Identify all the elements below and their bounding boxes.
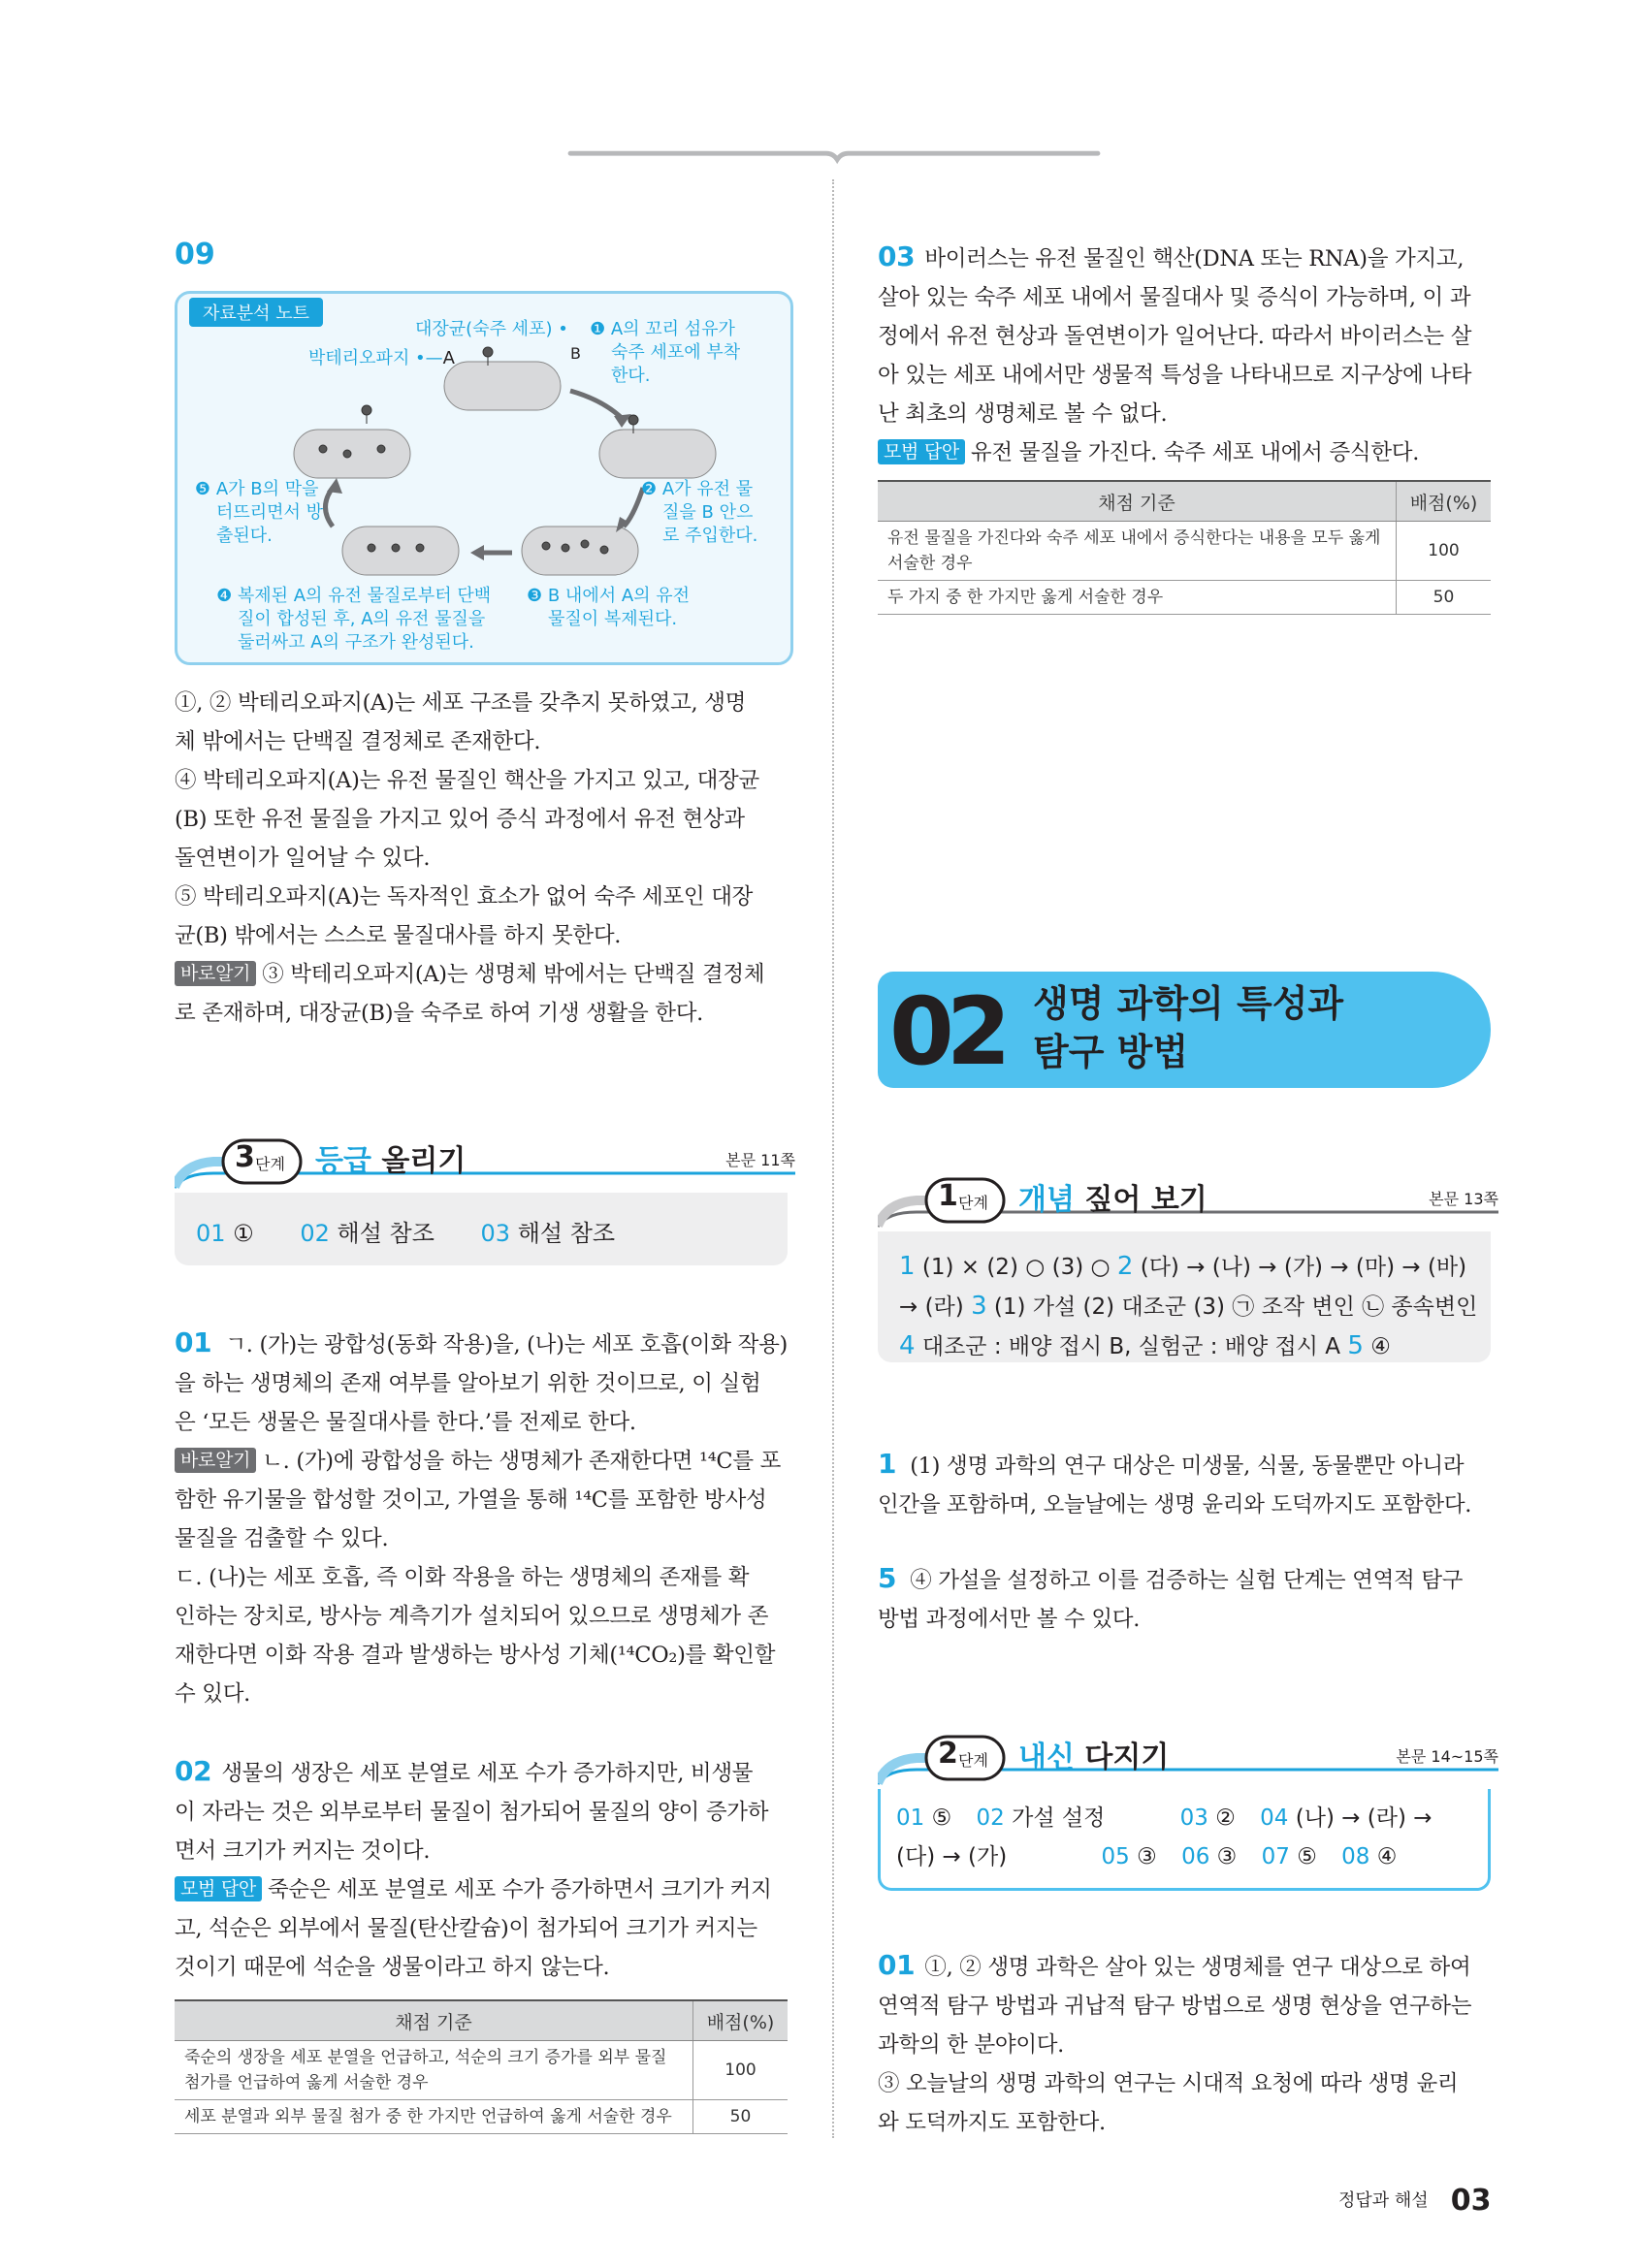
- step3-caption: ❸ B 내에서 A의 유전 물질이 복제된다.: [527, 586, 691, 629]
- phage-label: 박테리오파지 •—A: [308, 348, 455, 368]
- q02-scoring-table: [175, 1999, 788, 2134]
- score-header: 배점(%): [1397, 481, 1492, 522]
- question-number: 02: [175, 1755, 212, 1787]
- explanation-1: 1 (1) 생명 과학의 연구 대상은 미생물, 식물, 동물뿐만 아니라 인간을 포함하며, 오늘날에는 생명 윤리와 도덕까지도 포함한다.: [878, 1448, 1472, 1517]
- step1-badge-unit: 단계: [958, 1194, 988, 1212]
- step5-caption: ❺ A가 B의 막을 터뜨리면서 방 출된다.: [195, 479, 324, 546]
- step3-header: [175, 1134, 795, 1193]
- answer-03: 03 해설 참조: [480, 1220, 616, 1247]
- step2-page-ref: 본문 14~15쪽: [1396, 1747, 1498, 1766]
- step3-title: 등급 올리기: [315, 1144, 467, 1178]
- step1-answers: [878, 1231, 1491, 1362]
- table-row: 유전 물질을 가진다와 숙주 세포 내에서 증식한다는 내용을 모두 옳게 서술한 경우 100: [878, 522, 1491, 581]
- answer-line-1: 1 (1) × (2) ○ (3) ○ 2 (다) → (나) → (가) → (마) → (바): [899, 1252, 1467, 1281]
- question-number: 01: [878, 1949, 916, 1981]
- correction-tag: 바로알기: [175, 961, 256, 986]
- answer-02: 02 해설 참조: [300, 1220, 435, 1247]
- answer-line-3: 4 대조군 : 배양 접시 B, 실험군 : 배양 접시 A 5 ④: [899, 1331, 1391, 1360]
- answer-row-1: 01 ⑤ 02 가설 설정 03 ② 04 (나) → (라) →: [896, 1805, 1433, 1831]
- column-divider: [832, 179, 834, 2138]
- criteria-header: 채점 기준: [175, 2000, 693, 2041]
- table-row: 두 가지 중 한 가지만 옳게 서술한 경우 50: [878, 581, 1491, 615]
- question-number: 09: [175, 238, 215, 272]
- question-number: 1: [878, 1448, 897, 1480]
- step1-page-ref: 본문 13쪽: [1429, 1190, 1498, 1208]
- model-answer-tag: 모범 답안: [878, 439, 965, 464]
- criteria-header: 채점 기준: [878, 481, 1397, 522]
- analysis-note-label: 자료분석 노트: [189, 298, 323, 327]
- analysis-note-box: [175, 291, 793, 665]
- q09-explanation: ①, ② 박테리오파지(A)는 세포 구조를 갖추지 못하였고, 생명 체 밖에서는 단백질 결정체로 존재한다. ④ 박테리오파지(A)는 유전 물질인 핵산을 가지고 있고, 대장균 (B) 또한 유전 물질을 가지고 있어 증식 과정에서 유전 현상과 돌연변이가 일어날 수 있다. ⑤ 박테리오파지(A)는 독자적인 효소가 없어 숙주 세포인 대장 균(B) 밖에서는 스스로 물질대사를 하지 못한다. 바로알기 ③ 박테리오파지(A)는 생명체 밖에서는 단백질 결정체 로 존재하며, 대장균(B)을 숙주로 하여 기생 생활을 한다.: [175, 690, 765, 1026]
- footer-label: 정답과 해설: [1338, 2190, 1429, 2211]
- page-number: 03: [1450, 2184, 1492, 2218]
- chapter-title: 생명 과학의 특성과 탐구 방법: [1033, 982, 1344, 1073]
- explanation-5: 5 ④ 가설을 설정하고 이를 검증하는 실험 단계는 연역적 탐구 방법 과정에서만 볼 수 있다.: [878, 1562, 1464, 1632]
- letter-b: B: [570, 344, 581, 363]
- host-cell-label: 대장균(숙주 세포) •: [415, 319, 568, 339]
- q01-concept-explanation: 01 ①, ② 생명 과학은 살아 있는 생명체를 연구 대상으로 하여 연역적 탐구 방법과 귀납적 탐구 방법으로 생명 현상을 연구하는 과학의 한 분야이다. ③ 오늘날의 생명 과학의 연구는 시대적 요청에 따라 생명 윤리 와 도덕까지도 포함한다.: [878, 1949, 1472, 2135]
- model-answer-tag: 모범 답안: [175, 1876, 262, 1901]
- step3-answers: [175, 1193, 788, 1265]
- question-number: 01: [175, 1326, 212, 1358]
- step2-badge-num: 2: [938, 1737, 958, 1771]
- step4-caption: ❹ 복제된 A의 유전 물질로부터 단백 질이 합성된 후, A의 유전 물질을 둘러싸고 A의 구조가 완성된다.: [216, 586, 492, 653]
- step1-header: [878, 1173, 1498, 1231]
- step2-badge-unit: 단계: [958, 1751, 988, 1770]
- step2-caption: ❷ A가 유전 물 질을 B 안으 로 주입한다.: [641, 479, 758, 546]
- step2-header: [878, 1731, 1498, 1789]
- answer-line-2: → (라) 3 (1) 가설 (2) 대조군 (3) ㉠ 조작 변인 ㉡ 종속변인: [899, 1292, 1478, 1321]
- step1-title: 개념 짚어 보기: [1018, 1183, 1207, 1217]
- step1-badge-num: 1: [938, 1179, 958, 1213]
- answer-row-2: (다) → (가) 05 ③ 06 ③ 07 ⑤ 08 ④: [896, 1844, 1398, 1869]
- step2-answers: [878, 1789, 1491, 1891]
- q03-explanation: 03 바이러스는 유전 물질인 핵산(DNA 또는 RNA)을 가지고, 살아 있는 숙주 세포 내에서 물질대사 및 증식이 가능하며, 이 과 정에서 유전 현상과 돌연변이가 일어난다. 따라서 바이러스는 살 아 있는 세포 내에서만 생물적 특성을 나타내므로 지구상에 나타 난 최초의 생명체로 볼 수 없다. 모범 답안 유전 물질을 가진다. 숙주 세포 내에서 증식한다.: [878, 240, 1472, 465]
- chapter-number: 02: [889, 977, 1004, 1086]
- q03-scoring-table: [878, 480, 1491, 615]
- top-divider-bar: [175, 150, 1494, 166]
- q01-explanation: 01 ㄱ. (가)는 광합성(동화 작용)을, (나)는 세포 호흡(이화 작용) 을 하는 생명체의 존재 여부를 알아보기 위한 것이므로, 이 실험 은 ‘모든 생물은 물질대사를 한다.’를 전제로 한다. 바로알기 ㄴ. (가)에 광합성을 하는 생명체가 존재한다면 ¹⁴C를 포 함한 유기물을 합성할 것이고, 가열을 통해 ¹⁴C를 포함한 방사성 물질을 검출할 수 있다. ㄷ. (나)는 세포 호흡, 즉 이화 작용을 하는 생명체의 존재를 확 인하는 장치로, 방사능 계측기가 설치되어 있으므로 생명체가 존 재한다면 이화 작용 결과 발생하는 방사성 기체(¹⁴CO₂)를 확인할 수 있다.: [175, 1326, 789, 1707]
- question-number: 5: [878, 1562, 897, 1594]
- step1-caption: ❶ A의 꼬리 섬유가 숙주 세포에 부착 한다.: [590, 319, 741, 386]
- q02-explanation: 02 생물의 생장은 세포 분열로 세포 수가 증가하지만, 비생물 이 자라는 것은 외부로부터 물질이 첨가되어 물질의 양이 증가하 면서 크기가 커지는 것이다. 모범 답안 죽순은 세포 분열로 세포 수가 증가하면서 크기가 커지 고, 석순은 외부에서 물질(탄산칼슘)이 첨가되어 크기가 커지는 것이기 때문에 석순을 생물이라고 하지 않는다.: [175, 1755, 772, 1980]
- correction-tag: 바로알기: [175, 1448, 256, 1473]
- step3-page-ref: 본문 11쪽: [725, 1151, 795, 1169]
- chapter-banner: [878, 972, 1491, 1088]
- step2-title: 내신 다지기: [1018, 1741, 1170, 1774]
- step3-badge-unit: 단계: [255, 1155, 285, 1173]
- table-row: 죽순의 생장을 세포 분열을 언급하고, 석순의 크기 증가를 외부 물질 첨가를 언급하여 옳게 서술한 경우 100: [175, 2041, 788, 2100]
- table-row: 세포 분열과 외부 물질 첨가 중 한 가지만 언급하여 옳게 서술한 경우 50: [175, 2100, 788, 2134]
- answer-01: 01 ①: [196, 1220, 254, 1247]
- step3-badge-num: 3: [235, 1140, 255, 1174]
- question-number: 03: [878, 240, 916, 272]
- page-footer: [1338, 2184, 1492, 2218]
- score-header: 배점(%): [693, 2000, 789, 2041]
